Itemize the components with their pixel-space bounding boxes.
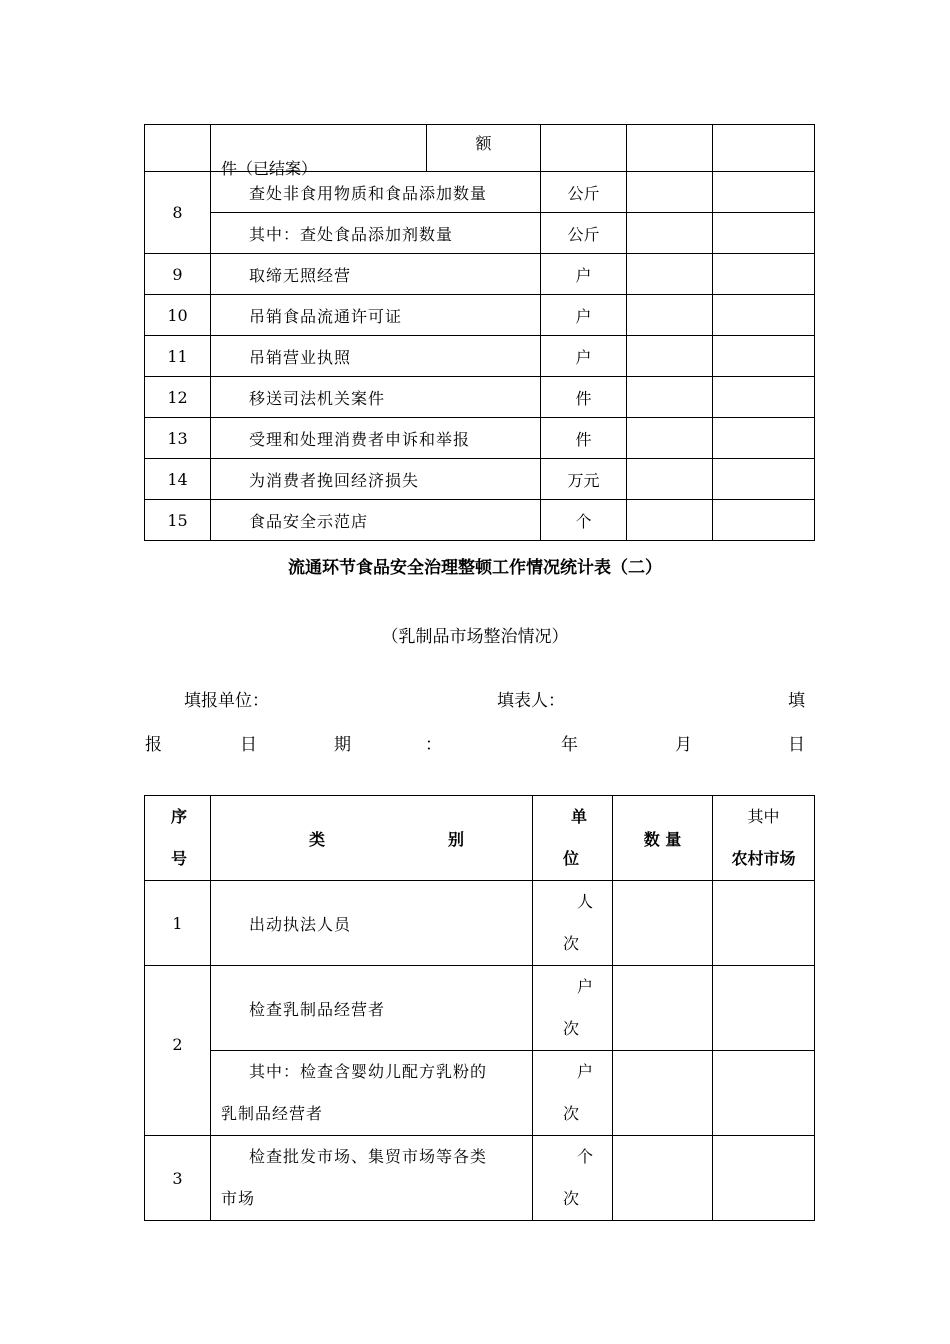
row-number: 12 xyxy=(145,377,211,418)
item-cell: 检查乳制品经营者 xyxy=(211,966,533,1051)
table-row xyxy=(145,295,815,336)
table-row xyxy=(145,966,815,1051)
row-number: 13 xyxy=(145,418,211,459)
section-subtitle: （乳制品市场整治情况） xyxy=(381,627,569,647)
row-number: 2 xyxy=(145,966,211,1136)
row-number: 1 xyxy=(145,881,211,966)
date-char: ： xyxy=(425,735,442,755)
item-cell: 吊销食品流通许可证 xyxy=(211,295,541,336)
date-char: 日 xyxy=(240,735,257,755)
table-row xyxy=(145,254,815,295)
table-row xyxy=(145,881,815,966)
date-char: 日 xyxy=(788,735,805,755)
header-seq: 序 号 xyxy=(145,796,211,881)
row-number: 14 xyxy=(145,459,211,500)
item-cell: 受理和处理消费者申诉和举报 xyxy=(211,418,541,459)
date-char: 月 xyxy=(675,735,692,755)
unit-cell: 户 xyxy=(541,295,627,336)
unit-cell: 个 xyxy=(541,500,627,541)
table-row xyxy=(145,377,815,418)
fill-unit-label: 填报单位： xyxy=(184,691,269,711)
row-number: 11 xyxy=(145,336,211,377)
table-row xyxy=(145,459,815,500)
row-number: 8 xyxy=(145,172,211,254)
stats-table-2 xyxy=(144,795,815,1221)
item-cell: 件（已结案） xyxy=(211,125,427,172)
item-cell: 取缔无照经营 xyxy=(211,254,541,295)
header-category: 类 别 xyxy=(211,796,533,881)
row-number: 3 xyxy=(145,1136,211,1221)
unit-cell: 件 xyxy=(541,418,627,459)
unit-cell: 户 xyxy=(541,254,627,295)
filler-label: 填表人： xyxy=(497,691,565,711)
header-rural: 其中 农村市场 xyxy=(713,796,815,881)
table-row xyxy=(145,418,815,459)
item-cell: 检查批发市场、集贸市场等各类 市场 xyxy=(211,1136,533,1221)
date-char: 年 xyxy=(561,735,578,755)
unit-cell: 公斤 xyxy=(541,172,627,213)
unit-cell: 万元 xyxy=(541,459,627,500)
item-cell: 吊销营业执照 xyxy=(211,336,541,377)
date-label-start: 填 xyxy=(788,691,805,711)
row-number: 10 xyxy=(145,295,211,336)
table-row xyxy=(145,1051,815,1136)
header-row xyxy=(145,796,815,881)
unit-cell: 户 次 xyxy=(533,1051,613,1136)
unit-cell: 人 次 xyxy=(533,881,613,966)
unit-cell: 公斤 xyxy=(541,213,627,254)
table-row xyxy=(145,1136,815,1221)
header-unit: 单 位 xyxy=(533,796,613,881)
table-row xyxy=(145,500,815,541)
date-char: 报 xyxy=(145,735,162,755)
section-title: 流通环节食品安全治理整顿工作情况统计表（二） xyxy=(288,558,662,578)
row-number: 15 xyxy=(145,500,211,541)
header-quantity: 数 量 xyxy=(613,796,713,881)
stats-table-1 xyxy=(144,124,815,541)
row-number: 9 xyxy=(145,254,211,295)
unit-cell: 户 xyxy=(541,336,627,377)
item-cell: 其中：查处食品添加剂数量 xyxy=(211,213,541,254)
item-cell: 查处非食用物质和食品添加数量 xyxy=(211,172,541,213)
unit-cell: 个 次 xyxy=(533,1136,613,1221)
unit-cell: 户 次 xyxy=(533,966,613,1051)
unit-cell: 件 xyxy=(541,377,627,418)
item-cell: 为消费者挽回经济损失 xyxy=(211,459,541,500)
table-row xyxy=(145,336,815,377)
item-cell: 其中：检查含婴幼儿配方乳粉的 乳制品经营者 xyxy=(211,1051,533,1136)
item-cell: 食品安全示范店 xyxy=(211,500,541,541)
date-char: 期 xyxy=(334,735,351,755)
item-cell: 移送司法机关案件 xyxy=(211,377,541,418)
table-row xyxy=(145,125,815,172)
table-row xyxy=(145,213,815,254)
unit-cell: 额 xyxy=(427,125,541,172)
item-cell: 出动执法人员 xyxy=(211,881,533,966)
